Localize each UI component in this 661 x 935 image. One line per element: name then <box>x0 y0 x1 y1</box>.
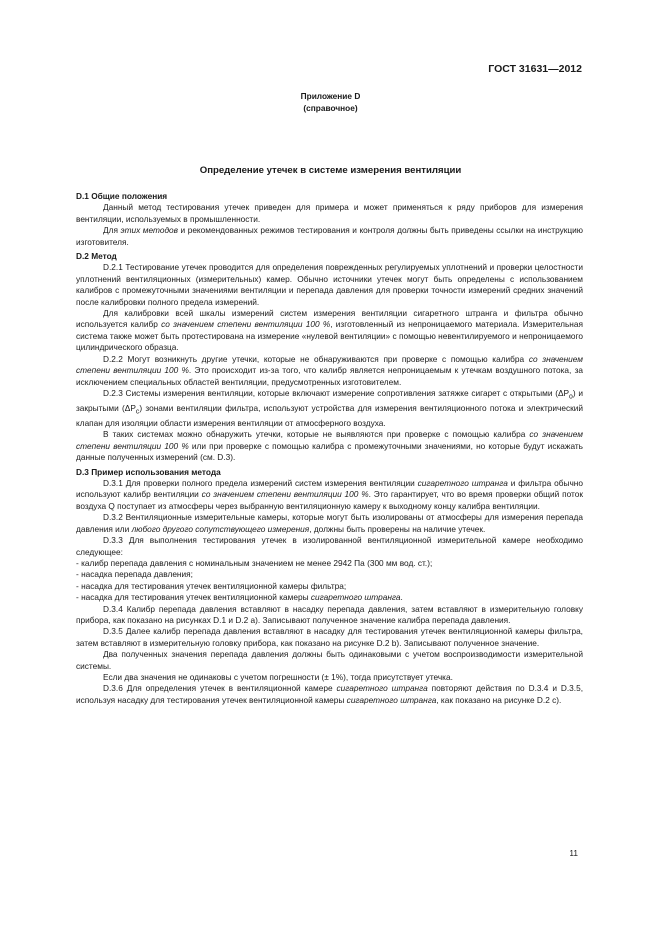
paragraph: Два полученных значения перепада давления должны быть одинаковыми с учетом воспроизводимости измерительной системы. <box>76 649 583 671</box>
paragraph: D.3.5 Далее калибр перепада давления вставляют в насадку для тестирования утечек вентиляционной камеры фильтра, затем вставляют в измерительную головку прибора, как показано на рисунке D.2 b). Записывают полученное значение. <box>76 626 583 648</box>
document-title: Определение утечек в системе измерения вентиляции <box>199 165 462 176</box>
paragraph: Данный метод тестирования утечек приведен для примера и может применяться к ряду приборов для измерения вентиляции, используемых в промышленности. <box>76 202 583 224</box>
paragraph: D.3.1 Для проверки полного предела измерений систем измерения вентиляции сигаретного штранга и фильтра обычно используют калибр вентиляции со значением степени вентиляции 100 %. Это гарантирует, что во время проверки общий поток воздуха Q поступает из атмосферы через выбранную вентиляционную камеру к выходному концу калибра вентиляции. <box>76 478 583 511</box>
paragraph: Если два значения не одинаковы с учетом погрешности (± 1%), тогда присутствует утечка. <box>103 671 453 682</box>
annex-title: Приложение D <box>300 91 361 101</box>
paragraph: В таких системах можно обнаружить утечки, которые не выявляются при проверке с помощью калибра со значением степени вентиляции 100 % или при проверке с помощью калибра с промежуточными значениями, но которые будут искажать данные полученных измерений (см. D.3). <box>76 429 583 463</box>
paragraph: D.3.3 Для выполнения тестирования утечек в изолированной вентиляционной измерительной камере необходимо следующее: <box>76 535 583 557</box>
paragraph: D.2.1 Тестирование утечек проводится для определения поврежденных регулируемых уплотнений и проверки целостности уплотнений вентиляционных (измерительных) камер. Обычно источники утечек могут быть определены с использованием калибров с промежуточными значениями вентиляции и перепада давления для проверки точности измерений средних значений после калибровки полного предела измерений. <box>76 262 583 307</box>
list-item: - насадка перепада давления; <box>76 569 193 580</box>
paragraph: D.3.2 Вентиляционные измерительные камеры, которые могут быть изолированы от атмосферы для измерения перепада давления или любого другого сопутствующего измерения, должны быть проверены на наличие утечек. <box>76 512 583 534</box>
paragraph: D.2.2 Могут возникнуть другие утечки, которые не обнаруживаются при проверке с помощью калибра со значением степени вентиляции 100 %. Это происходит из-за того, что калибр является непроницаемым к утечкам воздушного потока, за исключением специальных областей вентиляции, предусмотренных изготовителем. <box>76 353 584 387</box>
section-heading: D.3 Пример использования метода <box>76 466 221 477</box>
page-number: 11 <box>569 848 578 858</box>
paragraph: D.3.6 Для определения утечек в вентиляционной камере сигаретного штранга повторяют действия по D.3.4 и D.3.5, используя насадку для тестирования утечек вентиляционной камеры сигаретного штранга, как показано на рисунке D.2 c). <box>76 683 584 705</box>
paragraph: D.2.3 Системы измерения вентиляции, которые включают измерение сопротивления затяжке сигарет с открытыми $(\Delta P_o)$ и закрытыми $(\Delta P_c)$ зонами вентиляции фильтра, используют устройства для измерения вентиляционного потока и электрический клапан для изоляции области измерения вентиляции от атмосферного воздуха. <box>76 387 583 429</box>
list-item: - калибр перепада давления с номинальным значением не менее 2942 Па (300 мм вод. ст.); <box>76 557 433 568</box>
section-heading: D.1 Общие положения <box>76 191 168 201</box>
section-heading: D.2 Метод <box>76 251 117 262</box>
paragraph: Для калибровки всей шкалы измерений систем измерения вентиляции сигаретного штранга и фильтра обычно используется калибр со значением степени вентиляции 100 %, изготовленный из непроницаемого материала. Измерительная система также может быть протестирована на измерение «нулевой вентиляции» с помощью невентилируемого и непроницаемого цилиндрического образца. <box>76 308 583 353</box>
list-item: - насадка для тестирования утечек вентиляционной камеры фильтра; <box>76 580 347 591</box>
paragraph: D.3.4 Калибр перепада давления вставляют в насадку перепада давления, затем вставляют в измерительную головку прибора, как показано на рисунках D.1 и D.2 а). Записывают полученное значение калибра перепада давления. <box>76 603 583 625</box>
list-item: - насадка для тестирования утечек вентиляционной камеры сигаретного штранга. <box>76 592 403 603</box>
paragraph: Для этих методов и рекомендованных режимов тестирования и контроля должны быть приведены ссылки на инструкцию изготовителя. <box>76 225 583 247</box>
document-body <box>76 191 583 706</box>
annex-subtitle: (справочное) <box>303 103 358 113</box>
standard-code: ГОСТ 31631—2012 <box>488 63 582 75</box>
